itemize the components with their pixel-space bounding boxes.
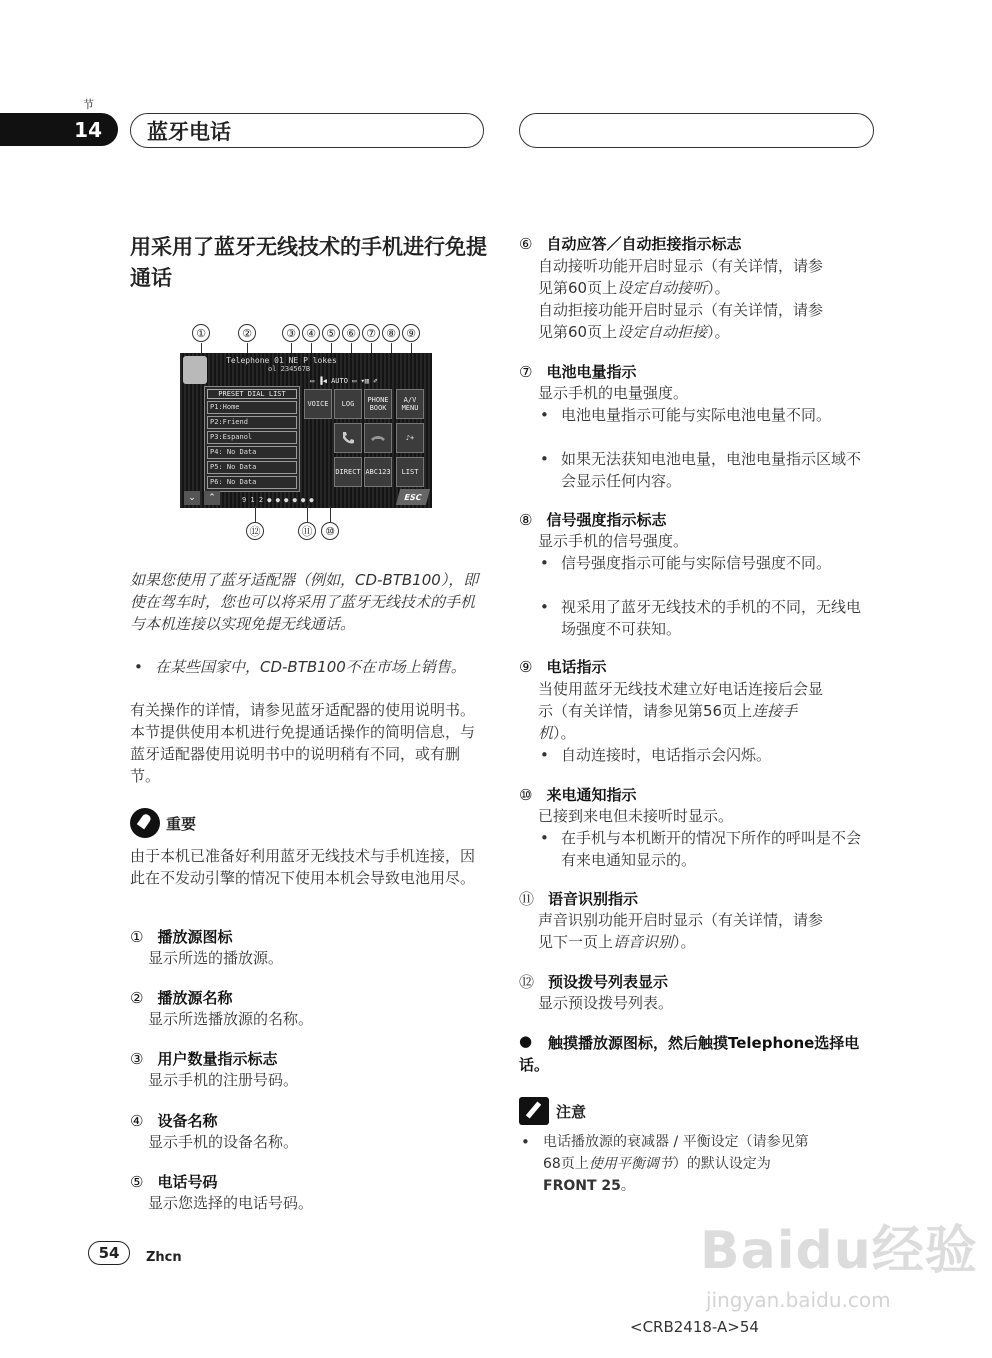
item-4-number: ④	[130, 1112, 144, 1130]
chevron-down-icon: ⌄	[188, 493, 196, 503]
item-3-number: ③	[130, 1050, 144, 1068]
item-3-title: 用户数量指示标志	[157, 1050, 278, 1068]
voice-button[interactable]: VOICE	[304, 389, 332, 419]
item-9-heading	[519, 656, 606, 677]
scroll-up-button[interactable]	[204, 491, 220, 505]
item-6-line-2	[538, 277, 730, 299]
item-4-body: 显示手机的设备名称。	[148, 1133, 299, 1151]
list-button[interactable]: LIST	[396, 457, 424, 487]
source-icon	[183, 356, 207, 384]
preset-dial-title: PRESET DIAL LIST	[207, 389, 297, 399]
item-6-line-4-text: 见第60页上	[538, 323, 618, 341]
item-9-line-1: 当使用蓝牙无线技术建立好电话连接后会显	[538, 680, 824, 698]
note-front-value: FRONT 25	[543, 1178, 621, 1194]
item-8-number: ⑧	[519, 511, 533, 529]
item-12-number: ⑫	[519, 973, 535, 991]
item-8-title: 信号强度指示标志	[546, 511, 667, 529]
item-8-bullet-2: 视采用了蓝牙无线技术的手机的不同，无线电场强度不可获知。	[561, 598, 862, 638]
item-3-body: 显示手机的注册号码。	[148, 1071, 299, 1089]
callout-7: ⑦	[362, 324, 380, 342]
item-12-body: 显示预设拨号列表。	[538, 994, 674, 1012]
note-line-3	[543, 1175, 635, 1197]
item-7-body: 显示手机的电量强度。	[538, 384, 689, 402]
item-11-line-1: 声音识别功能开启时显示（有关详情，请参	[538, 911, 824, 929]
callout-2: ②	[238, 324, 256, 342]
bullet-dot: •	[540, 829, 549, 847]
direct-button[interactable]: DIRECT	[334, 457, 362, 487]
item-4-heading	[130, 1110, 217, 1131]
head-unit-screen	[180, 353, 432, 508]
screen-phone-number: ol 234567B	[268, 365, 311, 373]
item-11-line-2-end: ）。	[673, 933, 696, 951]
bullet-dot: •	[540, 554, 549, 572]
item-9-line-2	[538, 700, 797, 722]
item-1-heading	[130, 926, 232, 947]
note-line-2-end: ）的默认设定为	[672, 1156, 771, 1172]
item-1-title: 播放源图标	[157, 928, 233, 946]
item-10-bullet-1: 在手机与本机断开的情况下所作的呼叫是不会有来电通知显示的。	[561, 829, 862, 869]
top-callouts	[180, 320, 432, 350]
section-label: 节	[83, 98, 94, 111]
item-6-heading	[519, 233, 741, 254]
bullet-dot: •	[521, 1133, 530, 1151]
item-6-title: 自动应答／自动拒接指示标志	[546, 235, 742, 253]
volume-button[interactable]	[396, 423, 424, 453]
item-1-number: ①	[130, 928, 144, 946]
item-11-line-2	[538, 931, 696, 953]
chevron-up-icon: ⌃	[208, 493, 216, 503]
item-2-heading	[130, 987, 232, 1008]
item-7-title: 电池电量指示	[546, 363, 637, 381]
step-bullet: ●	[519, 1032, 533, 1050]
item-12-title: 预设拨号列表显示	[548, 973, 669, 991]
step-instruction: 触摸播放源图标，然后触摸Telephone选择电话。	[519, 1034, 860, 1074]
preset-dial-item[interactable]: P3:Espanol	[207, 431, 297, 444]
item-9-bullet-1: 自动连接时，电话指示会闪烁。	[561, 746, 772, 764]
intro-italic-bullet: 在某些国家中，CD-BTB100不在市场上销售。	[155, 658, 466, 676]
item-6-line-4	[538, 321, 730, 343]
section-number-badge: 14	[0, 113, 118, 146]
item-8-bullet-1: 信号强度指示可能与实际信号强度不同。	[561, 554, 832, 572]
screen-status-icons: ▭ ▐◀ AUTO ▭ ▾▥ ✐	[310, 377, 378, 385]
item-2-number: ②	[130, 989, 144, 1007]
important-label: 重要	[166, 815, 197, 833]
item-6-link-auto-reject[interactable]: 设定自动拒接	[617, 323, 708, 341]
preset-dial-item[interactable]: P5: No Data	[207, 461, 297, 474]
item-8-heading	[519, 509, 666, 530]
callout-12: ⑫	[246, 522, 264, 540]
item-10-body: 已接到来电但未接听时显示。	[538, 807, 734, 825]
callout-11: ⑪	[298, 522, 316, 540]
scroll-down-button[interactable]	[184, 491, 200, 505]
item-9-link-connect-end[interactable]: 机	[538, 724, 554, 742]
language-code: Zhcn	[146, 1250, 182, 1265]
telephone-screen-figure	[180, 320, 432, 542]
item-6-line-2-end: ）。	[707, 279, 730, 297]
item-11-link-voice[interactable]: 语音识别	[613, 933, 674, 951]
callout-8: ⑧	[382, 324, 400, 342]
callout-5: ⑤	[322, 324, 340, 342]
esc-button[interactable]	[396, 489, 430, 505]
page-number-badge: 54	[88, 1241, 130, 1265]
item-4-title: 设备名称	[157, 1112, 218, 1130]
item-9-line-3	[538, 722, 576, 744]
bullet-dot: •	[540, 406, 549, 424]
phone-book-button[interactable]: PHONE BOOK	[364, 389, 392, 419]
callout-6: ⑥	[342, 324, 360, 342]
note-label: 注意	[556, 1103, 587, 1121]
call-button[interactable]	[334, 423, 362, 453]
item-7-bullet-1: 电池电量指示可能与实际电池电量不同。	[561, 406, 832, 424]
item-8-body: 显示手机的信号强度。	[538, 532, 689, 550]
esc-label: ESC	[403, 492, 423, 502]
item-10-number: ⑩	[519, 786, 533, 804]
section-title-text: 蓝牙电话	[147, 119, 231, 144]
item-5-heading	[130, 1171, 217, 1192]
bullet-dot: •	[134, 658, 143, 676]
note-line-2	[543, 1153, 771, 1175]
screen-page-indicator: 9 1 2 ● ● ● ● ● ●	[242, 496, 314, 504]
item-12-heading	[519, 971, 668, 992]
volume-icon: ♪+	[405, 434, 415, 442]
item-6-number: ⑥	[519, 235, 533, 253]
item-11-line-2-text: 见下一页上	[538, 933, 614, 951]
item-9-line-2-text: 示（有关详情，请参见第56页上	[538, 702, 753, 720]
screen-title: Telephone 01 NE P lokes	[226, 356, 337, 365]
item-1-body: 显示所选的播放源。	[148, 949, 284, 967]
item-9-link-connect[interactable]: 连接手	[752, 702, 798, 720]
item-9-number: ⑨	[519, 658, 533, 676]
callout-9: ⑨	[402, 324, 420, 342]
important-icon	[130, 808, 160, 838]
callout-10: ⑩	[321, 522, 339, 540]
item-11-heading	[519, 888, 638, 909]
item-2-title: 播放源名称	[157, 989, 233, 1007]
preset-dial-list	[204, 386, 300, 492]
note-line-3-end: 。	[620, 1178, 635, 1194]
bullet-dot: •	[540, 450, 549, 468]
callout-4: ④	[302, 324, 320, 342]
bullet-dot: •	[540, 598, 549, 616]
baidu-watermark: Baidu经验	[700, 1221, 978, 1281]
note-line-1: 电话播放源的衰减器 / 平衡设定（请参见第	[543, 1134, 809, 1150]
note-line-2-text: 68页上	[543, 1156, 589, 1172]
abc123-button[interactable]: ABC123	[364, 457, 392, 487]
item-5-body: 显示您选择的电话号码。	[148, 1194, 314, 1212]
callout-1: ①	[192, 324, 210, 342]
handset-down-icon	[370, 430, 386, 446]
item-10-heading	[519, 784, 636, 805]
item-5-title: 电话号码	[157, 1173, 218, 1191]
preset-dial-item[interactable]: P2:Friend	[207, 416, 297, 429]
bullet-dot: •	[540, 746, 549, 764]
handset-icon	[340, 430, 356, 446]
item-6-line-1: 自动接听功能开启时显示（有关详情，请参	[538, 257, 824, 275]
callout-3: ③	[282, 324, 300, 342]
item-6-link-auto-answer[interactable]: 设定自动接听	[617, 279, 708, 297]
page-title: 用采用了蓝牙无线技术的手机进行免提通话	[130, 235, 487, 290]
item-2-body: 显示所选播放源的名称。	[148, 1010, 314, 1028]
preset-dial-item[interactable]: P6: No Data	[207, 476, 297, 489]
baidu-watermark-url: jingyan.baidu.com	[706, 1288, 891, 1312]
document-code: <CRB2418-A>54	[630, 1318, 759, 1336]
av-menu-button[interactable]: A/V MENU	[396, 389, 424, 419]
item-10-title: 来电通知指示	[546, 786, 637, 804]
section-title	[130, 113, 484, 148]
item-6-line-3: 自动拒接功能开启时显示（有关详情，请参	[538, 301, 824, 319]
item-7-bullet-2: 如果无法获知电池电量，电池电量指示区域不会显示任何内容。	[561, 450, 862, 490]
item-9-title: 电话指示	[546, 658, 607, 676]
note-link-balance[interactable]: 使用平衡调节	[588, 1156, 673, 1172]
intro-paragraph: 有关操作的详情，请参见蓝牙适配器的使用说明书。本节提供使用本机进行免提通话操作的简明信息，与蓝牙适配器使用说明书中的说明稍有不同，或有删节。	[130, 701, 476, 785]
item-6-line-2-text: 见第60页上	[538, 279, 618, 297]
item-3-heading	[130, 1048, 277, 1069]
item-7-heading	[519, 361, 636, 382]
note-icon	[519, 1097, 549, 1125]
item-9-line-3-end: ）。	[553, 724, 576, 742]
log-button[interactable]: LOG	[334, 389, 362, 419]
preset-dial-item[interactable]: P1:Home	[207, 401, 297, 414]
preset-dial-item[interactable]: P4: No Data	[207, 446, 297, 459]
important-text: 由于本机已准备好利用蓝牙无线技术与手机连接，因此在不发动引擎的情况下使用本机会导致电池用尽。	[130, 847, 476, 887]
bottom-callouts	[180, 520, 432, 542]
section-blank-box	[519, 113, 874, 148]
intro-italic-paragraph: 如果您使用了蓝牙适配器（例如，CD-BTB100），即使在驾车时，您也可以将采用了蓝牙无线技术的手机与本机连接以实现免提无线通话。	[130, 571, 479, 633]
item-11-number: ⑪	[519, 890, 535, 908]
hangup-button[interactable]	[364, 423, 392, 453]
item-5-number: ⑤	[130, 1173, 144, 1191]
item-11-title: 语音识别指示	[548, 890, 639, 908]
item-6-line-4-end: ）。	[707, 323, 730, 341]
item-7-number: ⑦	[519, 363, 533, 381]
